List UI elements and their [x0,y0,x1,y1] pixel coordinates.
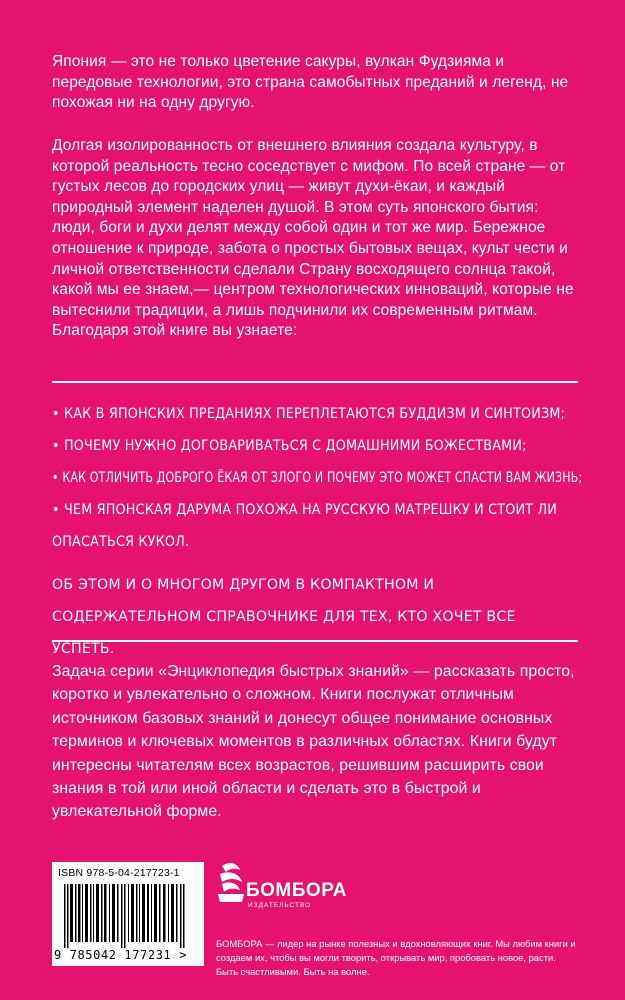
divider-bottom [52,640,578,642]
intro-paragraph-2: Долгая изолированность от внешнего влияния создала культуру, в которой реальность тесно соседствует с мифом. По всей стране — от густых лесов до городских улиц — живут духи-ёкаи, и каждый природный элемент наделен душой. В этом суть японского бытия: люди, боги и духи делят между собой один и тот же мир. Бережное отношение к природе, забота о простых бытовых вещах, культ чести и личной ответственности сделали Страну восходящего солнца такой, какой мы ее знаем,— центром технологических инноваций, которые не вытеснили традиции, а лишь подчинили их современным ритмам. Благодаря этой книге вы узнаете: [52,137,574,340]
bullet-list [52,398,582,558]
intro-paragraph-1: Япония — это не только цветение сакуры, вулкан Фудзияма и передовые технологии, это страна самобытных преданий и легенд, не похожая ни на одну другую. [52,53,569,112]
series-paragraph: Задача серии «Энциклопедия быстрых знаний» — рассказать просто, коротко и увлекательно о сложном. Книги послужат отличным источником базовых знаний и донесут общее понимание основных терминов и ключевых моментов в различных областях. Книги будут интересны читателям всех возрастов, решившим расширить свои знания в той или иной области и сделать это в быстрой и увлекательной форме. [52,663,575,821]
bullet-item: • КАК ОТЛИЧИТЬ ДОБРОГО ЁКАЯ ОТ ЗЛОГО И ПОЧЕМУ ЭТО МОЖЕТ СПАСТИ ВАМ ЖИЗНЬ; [52,470,583,486]
publisher-blurb: БОМБОРА — лидер на рынке полезных и вдохновляющих книг. Мы любим книги и создаем их, чтобы вы могли творить, открывать мир, пробовать новое, расти. Быть счастливыми. Быть на волне. [216,938,576,977]
logo-name: БОМБОРА [246,880,347,901]
barcode-digits: 9 785042 177231 > [54,948,188,962]
barcode-bars-icon [64,884,194,948]
barcode [52,862,204,966]
divider-top [52,381,578,383]
isbn-label: ISBN 978-5-04-217723-1 [58,867,180,879]
logo-subtitle: ИЗДАТЕЛЬСТВО [248,902,312,909]
bullet-item: • КАК В ЯПОНСКИХ ПРЕДАНИЯХ ПЕРЕПЛЕТАЮТСЯ БУДДИЗМ И СИНТОИЗМ; [52,406,566,422]
bullet-item: • ПОЧЕМУ НУЖНО ДОГОВАРИВАТЬСЯ С ДОМАШНИМИ БОЖЕСТВАМИ; [52,438,527,454]
bullet-item: • ЧЕМ ЯПОНСКАЯ ДАРУМА ПОХОЖА НА РУССКУЮ МАТРЕШКУ И СТОИТ ЛИ ОПАСАТЬСЯ КУКОЛ. [52,502,558,550]
summary-text: ОБ ЭТОМ И О МНОГОМ ДРУГОМ В КОМПАКТНОМ И СОДЕРЖАТЕЛЬНОМ СПРАВОЧНИКЕ ДЛЯ ТЕХ, КТО ХОЧЕТ ВСЕ УСПЕТЬ. [52,577,516,657]
